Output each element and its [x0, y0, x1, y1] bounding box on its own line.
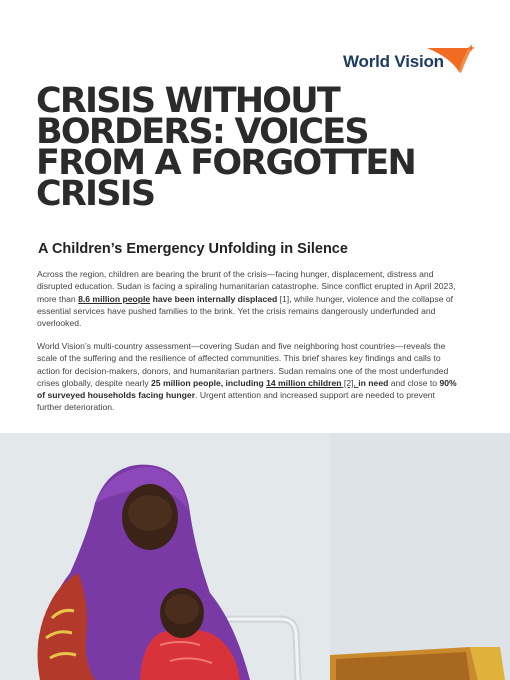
section-heading: A Children’s Emergency Unfolding in Silence — [38, 241, 348, 257]
logo-text: World Vision — [343, 52, 444, 71]
logo-star-icon — [423, 44, 475, 74]
mother-and-child-photo — [0, 433, 510, 680]
world-vision-logo — [343, 44, 475, 74]
assessment-paragraph: World Vision’s multi-country assessment—covering Sudan and five neighboring host countries—reveals the scale of the suffering and the resilience of affected communities. This brief shares key findings and calls to action for decision-makers, donors, and humanitarian partners. Sudan remains one of the most underfunded crises globally, despite nearly 25 million people, including 14 million children [2], in need and close to 90% of surveyed households facing hunger. Urgent attention and increased support are needed to prevent further deterioration. — [37, 341, 457, 413]
children-in-need-link[interactable]: 14 million children — [266, 377, 342, 388]
reference-2-link[interactable]: [2], — [341, 377, 359, 388]
page-title: CRISIS WITHOUT BORDERS: VOICES FROM A FORGOTTEN CRISIS — [36, 81, 415, 214]
displaced-people-link[interactable]: 8.6 million people — [78, 293, 151, 304]
intro-paragraph: Across the region, children are bearing the brunt of the crisis—facing hunger, displacement, distress and disrupted education. Sudan is facing a spiraling humanitarian catastrophe. Since conflict erupted in April 2023, more than 8.6 million people have been internally displaced [1], while hunger, violence and the collapse of essential services have pushed families to the brink. Yet the crisis remains dangerously underfunded and overlooked. — [37, 269, 456, 329]
